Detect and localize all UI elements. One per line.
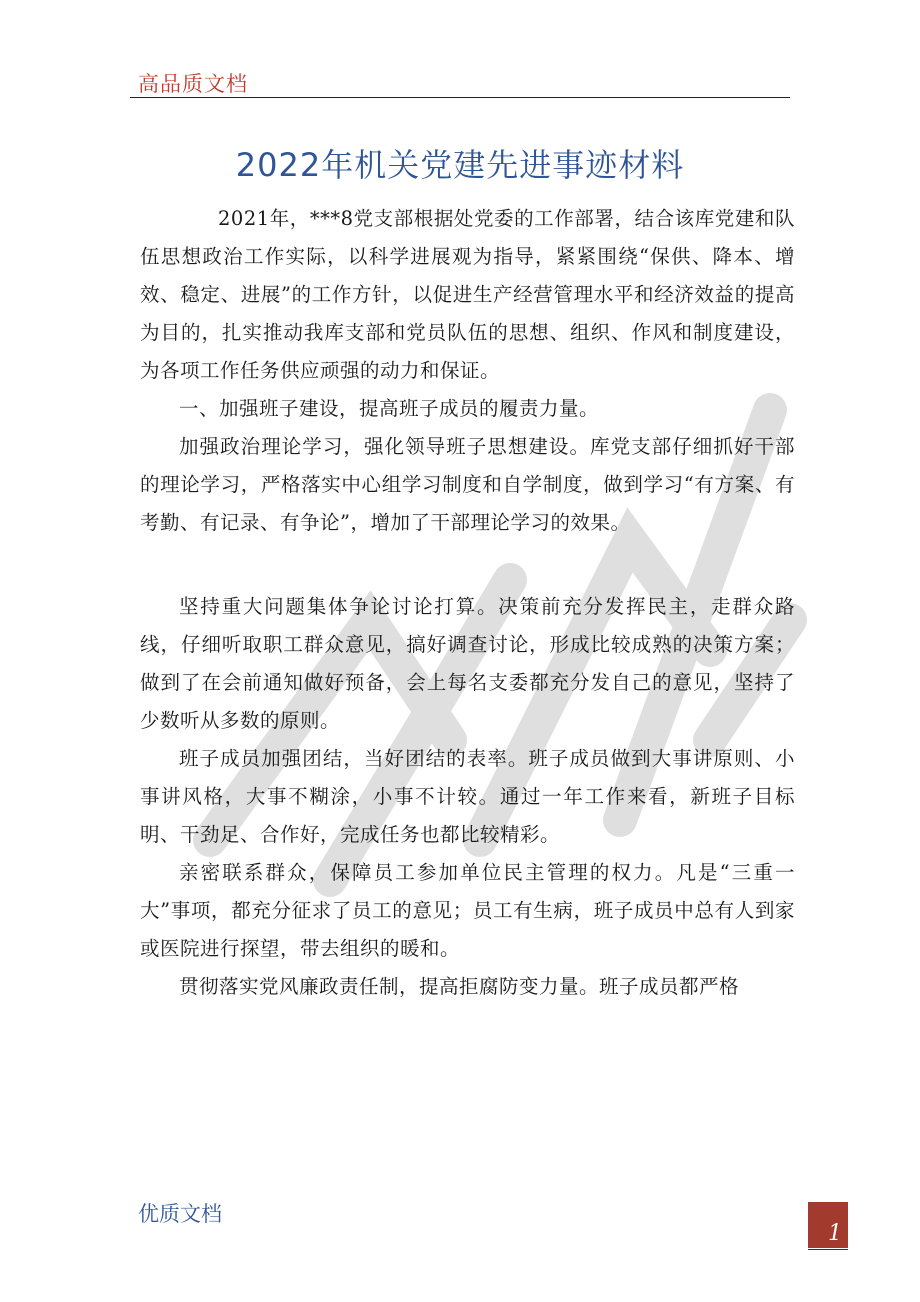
page-number: 1 <box>828 1221 842 1246</box>
header-label: 高品质文档 <box>138 72 248 96</box>
section-heading: 一、加强班子建设，提高班子成员的履责力量。 <box>179 397 600 420</box>
paragraph-theory-study: 加强政治理论学习，强化领导班子思想建设。库党支部仔细抓好干部的理论学习，严格落实中心组学习制度和自学制度，做到学习“有方案、有考勤、有记录、有争论”，增加了干部理论学习的效果。 <box>140 435 795 534</box>
paragraph-mass-contact: 亲密联系群众，保障员工参加单位民主管理的权力。凡是“三重一大”事项，都充分征求了员工的意见；员工有生病，班子成员中总有人到家或医院进行探望，带去组织的暖和。 <box>140 861 795 960</box>
paragraph-collective-decision: 坚持重大问题集体争论讨论打算。决策前充分发挥民主，走群众路线，仔细听取职工群众意见，搞好调查讨论，形成比较成熟的决策方案；做到了在会前通知做好预备，会上每名支委都充分发自己的意见，坚持了少数听从多数的原则。 <box>140 595 795 732</box>
paragraph-unity: 班子成员加强团结，当好团结的表率。班子成员做到大事讲原则、小事讲风格，大事不糊涂，小事不计较。通过一年工作来看，新班子目标明、干劲足、合作好，完成任务也都比较精彩。 <box>140 747 795 846</box>
document-title: 2022年机关党建先进事迹材料 <box>235 146 685 184</box>
document-body <box>140 200 795 1006</box>
paragraph-spacer <box>140 542 795 588</box>
footer-label: 优质文档 <box>138 1202 222 1226</box>
paragraph-anti-corruption: 贯彻落实党风廉政责任制，提高拒腐防变力量。班子成员都严格 <box>179 975 740 998</box>
page-number-badge <box>808 1202 848 1248</box>
page-number-underline <box>808 1249 848 1250</box>
paragraph-intro: 2021年，***8党支部根据处党委的工作部署，结合该库党建和队伍思想政治工作实际，以科学进展观为指导，紧紧围绕“保供、降本、增效、稳定、进展”的工作方针，以促进生产经营管理水平和经济效益的提高为目的，扎实推动我库支部和党员队伍的思想、组织、作风和制度建设，为各项工作任务供应顽强的动力和保证。 <box>140 207 795 382</box>
header-divider <box>130 97 790 98</box>
